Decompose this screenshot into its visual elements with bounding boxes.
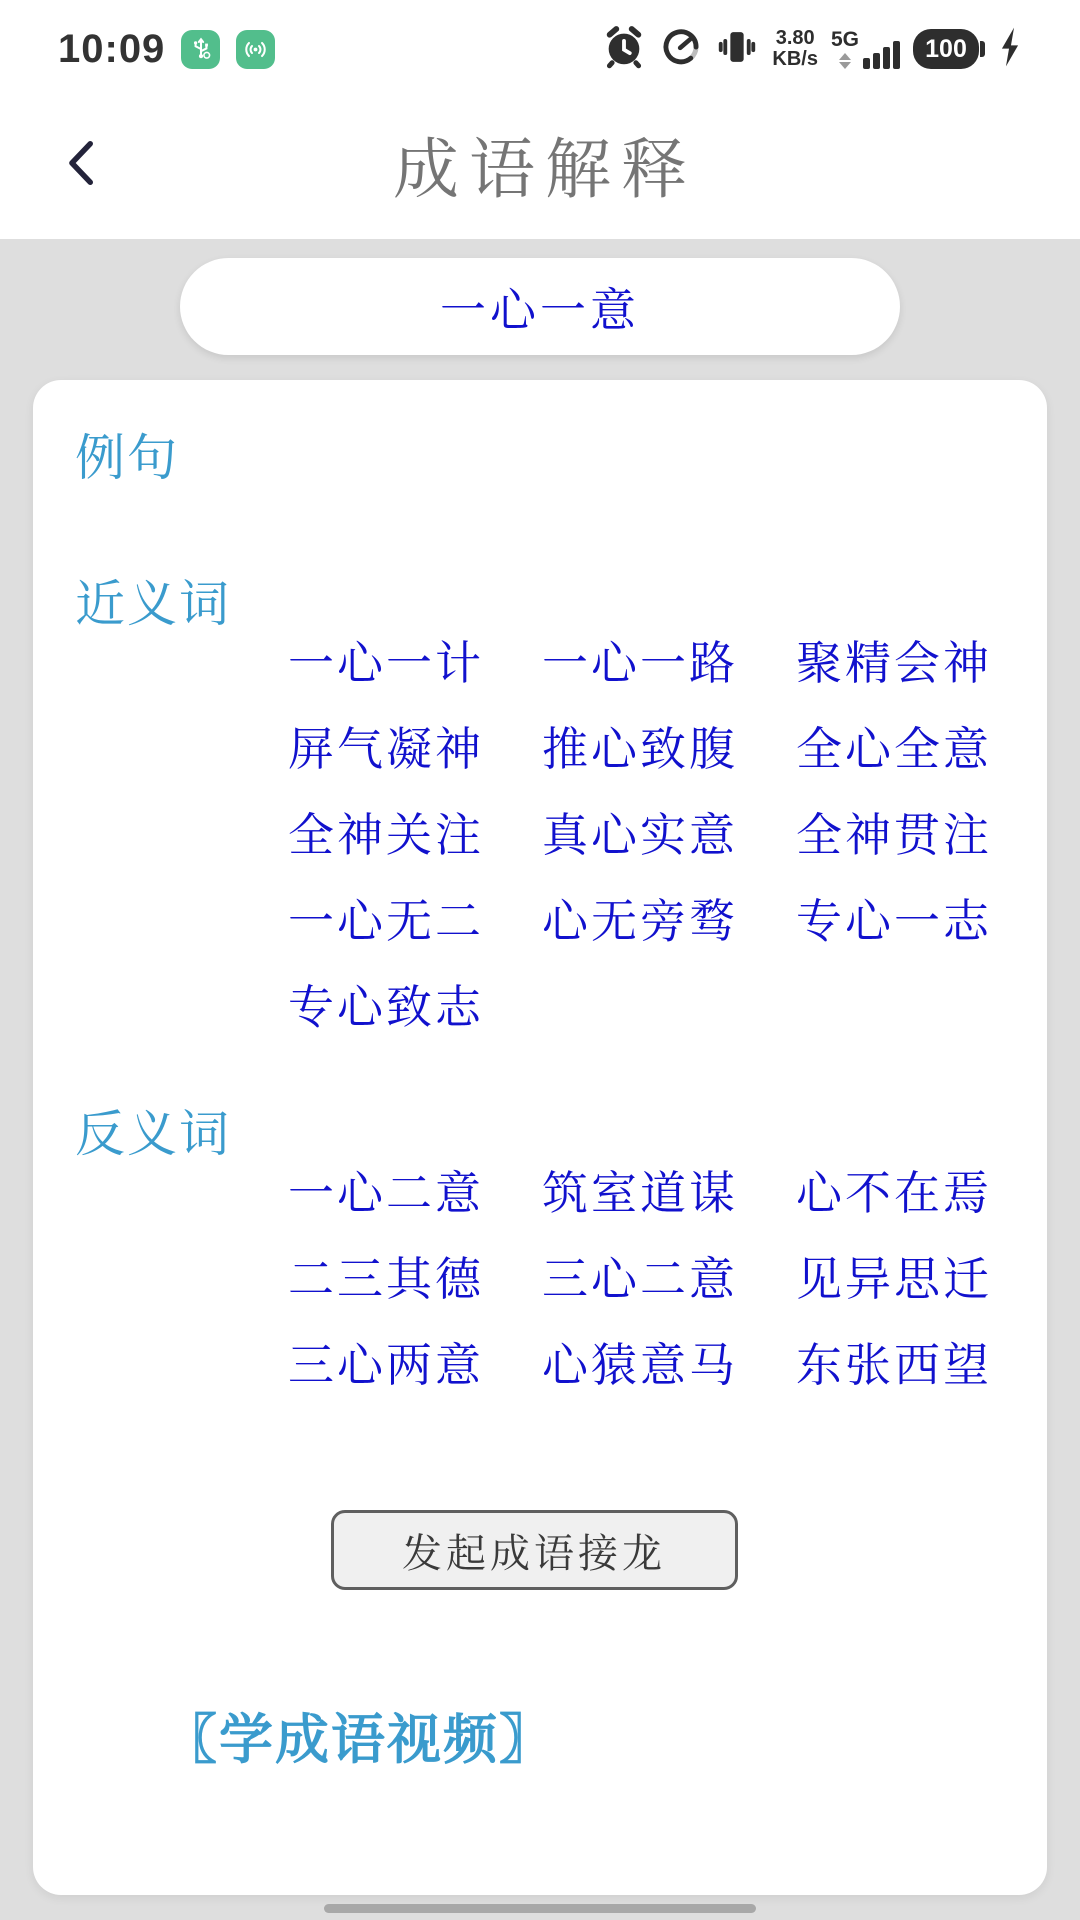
synonym-word-link[interactable]: 全心全意 — [796, 723, 992, 775]
example-label: 例句 — [75, 430, 179, 486]
charging-bolt-icon — [998, 26, 1022, 73]
synonym-word-link[interactable]: 真心实意 — [542, 809, 738, 861]
learn-idiom-video-link[interactable]: 〖学成语视频〗 — [163, 1710, 555, 1770]
synonyms-grid — [288, 638, 993, 1032]
usb-tethering-icon — [181, 30, 220, 69]
antonym-word-link[interactable]: 东张西望 — [796, 1339, 992, 1391]
synonym-word-link[interactable]: 推心致腹 — [542, 723, 738, 775]
synonym-word-link[interactable]: 聚精会神 — [796, 637, 992, 689]
synonyms-label: 近义词 — [75, 576, 231, 632]
synonyms-section — [75, 576, 993, 1032]
battery-indicator — [913, 29, 979, 69]
example-section — [75, 430, 993, 486]
home-indicator[interactable] — [324, 1904, 756, 1913]
status-bar — [0, 0, 1080, 88]
idiom-detail-card — [33, 380, 1047, 1895]
synonym-word-link[interactable]: 全神贯注 — [796, 809, 992, 861]
hotspot-icon — [236, 30, 275, 69]
synonym-word-link[interactable]: 全神关注 — [288, 809, 484, 861]
antonym-word-link[interactable]: 三心两意 — [288, 1339, 484, 1391]
vibrate-icon — [715, 26, 759, 73]
start-idiom-chain-button[interactable]: 发起成语接龙 — [331, 1510, 738, 1590]
alarm-icon — [601, 24, 647, 75]
updown-arrows-icon — [839, 53, 851, 69]
synonym-word-link[interactable]: 一心一计 — [288, 637, 484, 689]
antonyms-section — [75, 1106, 993, 1390]
synonym-word-link[interactable]: 屏气凝神 — [288, 723, 484, 775]
synonym-word-link[interactable]: 专心一志 — [796, 895, 992, 947]
synonym-word-link[interactable]: 心无旁骛 — [542, 895, 738, 947]
antonym-word-link[interactable]: 见异思迁 — [796, 1253, 992, 1305]
network-type-label: 5G — [830, 28, 859, 51]
antonym-word-link[interactable]: 心猿意马 — [542, 1339, 738, 1391]
antonym-word-link[interactable]: 二三其德 — [288, 1253, 484, 1305]
network-speed: 3.80 KB/s — [772, 27, 818, 70]
synonym-word-link[interactable]: 一心一路 — [542, 637, 738, 689]
antonym-word-link[interactable]: 三心二意 — [542, 1253, 738, 1305]
signal-bars-icon — [831, 29, 900, 69]
data-saver-icon — [660, 26, 702, 73]
antonym-word-link[interactable]: 筑室道谋 — [542, 1167, 738, 1219]
idiom-pill — [180, 258, 900, 355]
synonym-word-link[interactable]: 专心致志 — [288, 981, 484, 1033]
battery-level: 100 — [925, 34, 967, 63]
idiom-name: 一心一意 — [440, 283, 640, 336]
status-time: 10:09 — [58, 26, 166, 71]
antonym-word-link[interactable]: 心不在焉 — [796, 1167, 992, 1219]
antonym-word-link[interactable]: 一心二意 — [288, 1167, 484, 1219]
synonym-word-link[interactable]: 一心无二 — [288, 895, 484, 947]
antonyms-label: 反义词 — [75, 1106, 231, 1162]
app-header — [0, 88, 1080, 239]
back-button[interactable] — [52, 130, 112, 196]
page-title: 成语解释 — [393, 132, 697, 206]
antonyms-grid — [288, 1168, 993, 1390]
